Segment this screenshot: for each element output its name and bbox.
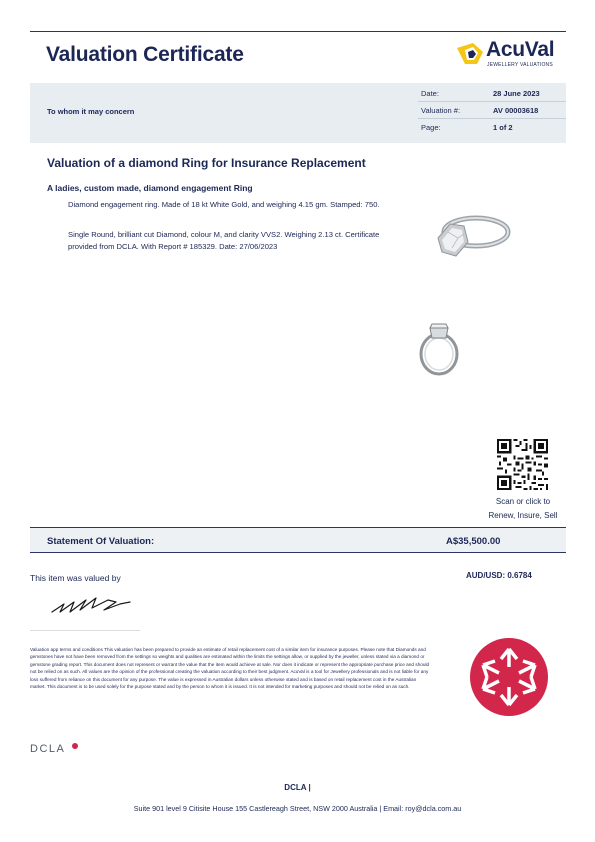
divider bbox=[418, 101, 566, 102]
date-value: 28 June 2023 bbox=[493, 89, 540, 98]
divider bbox=[418, 118, 566, 119]
exchange-rate: AUD/USD: 0.6784 bbox=[466, 571, 532, 580]
qr-caption-line-1: Scan or click to bbox=[495, 497, 551, 506]
section-title: Valuation of a diamond Ring for Insurance Replacement bbox=[47, 156, 366, 170]
valuation-amount: A$35,500.00 bbox=[446, 536, 501, 547]
qr-caption-line-2: Renew, Insure, Sell bbox=[488, 511, 558, 520]
dcla-logo-dot-icon bbox=[72, 743, 78, 749]
ring-photo-front bbox=[413, 312, 463, 378]
valuer-signature bbox=[50, 590, 135, 616]
terms-and-conditions: Valuation app terms and conditions This valuation has been prepared to provide an estimate of retail replacement cost of a similar item for insurance purposes. Please note that Diamonds and gemstones have not have been removed from the settings so weights and qualities are estimated within the limits the settings allow, or supplied by the jeweller, unless stated via a diamond or gemstone grading report. This document does not represent or warrant the value that the item would achieve at sale. Nor does it indicate or represent the appropriate purchase price and should not be relied on as such. All values are the opinion of the professional creating the valuation according to their best judgment. AcuVal is a tool for Jewellery professionals and is not liable for any loss suffered from reliance on this document for any purpose. The value is expressed in Australian dollars unless otherwise stated and is based on retail replacement cost in the Australian market. This document is to be used solely for the purpose stated and by the person to whom it is issued. It is not intended for marketing purposes and should not be relied on as such. bbox=[30, 647, 430, 690]
footer-company: DCLA | bbox=[284, 783, 311, 792]
date-label: Date: bbox=[421, 89, 439, 98]
signature-line bbox=[30, 630, 140, 631]
page-title: Valuation Certificate bbox=[46, 43, 244, 66]
logo-name: AcuVal bbox=[486, 38, 555, 61]
dcla-seal-icon bbox=[469, 637, 549, 717]
logo-tagline: JEWELLERY VALUATIONS bbox=[487, 62, 553, 68]
qr-code[interactable] bbox=[497, 439, 548, 490]
valued-by-text: This item was valued by bbox=[30, 573, 121, 583]
valuation-label: Statement Of Valuation: bbox=[47, 536, 155, 547]
addressee: To whom it may concern bbox=[47, 107, 135, 116]
page-label: Page: bbox=[421, 123, 441, 132]
valuation-number-label: Valuation #: bbox=[421, 106, 461, 115]
dcla-logo: DCLA bbox=[30, 743, 66, 755]
valuation-number-value: AV 00003618 bbox=[493, 106, 539, 115]
item-description-diamond: Single Round, brilliant cut Diamond, colour M, and clarity VVS2. Weighing 2.13 ct. Certificate provided from DCLA. With Report # 185329. Date: 27/06/2023 bbox=[68, 230, 380, 251]
page-value: 1 of 2 bbox=[493, 123, 513, 132]
item-title: A ladies, custom made, diamond engagement Ring bbox=[47, 183, 253, 193]
footer-address: Suite 901 level 9 Citisite House 155 Castlereagh Street, NSW 2000 Australia | Email: roy@dcla.com.au bbox=[133, 804, 462, 813]
ring-photo-side bbox=[428, 202, 512, 272]
top-rule bbox=[30, 31, 566, 32]
item-description-metal: Diamond engagement ring. Made of 18 kt White Gold, and weighing 4.15 gm. Stamped: 750. bbox=[68, 200, 380, 209]
